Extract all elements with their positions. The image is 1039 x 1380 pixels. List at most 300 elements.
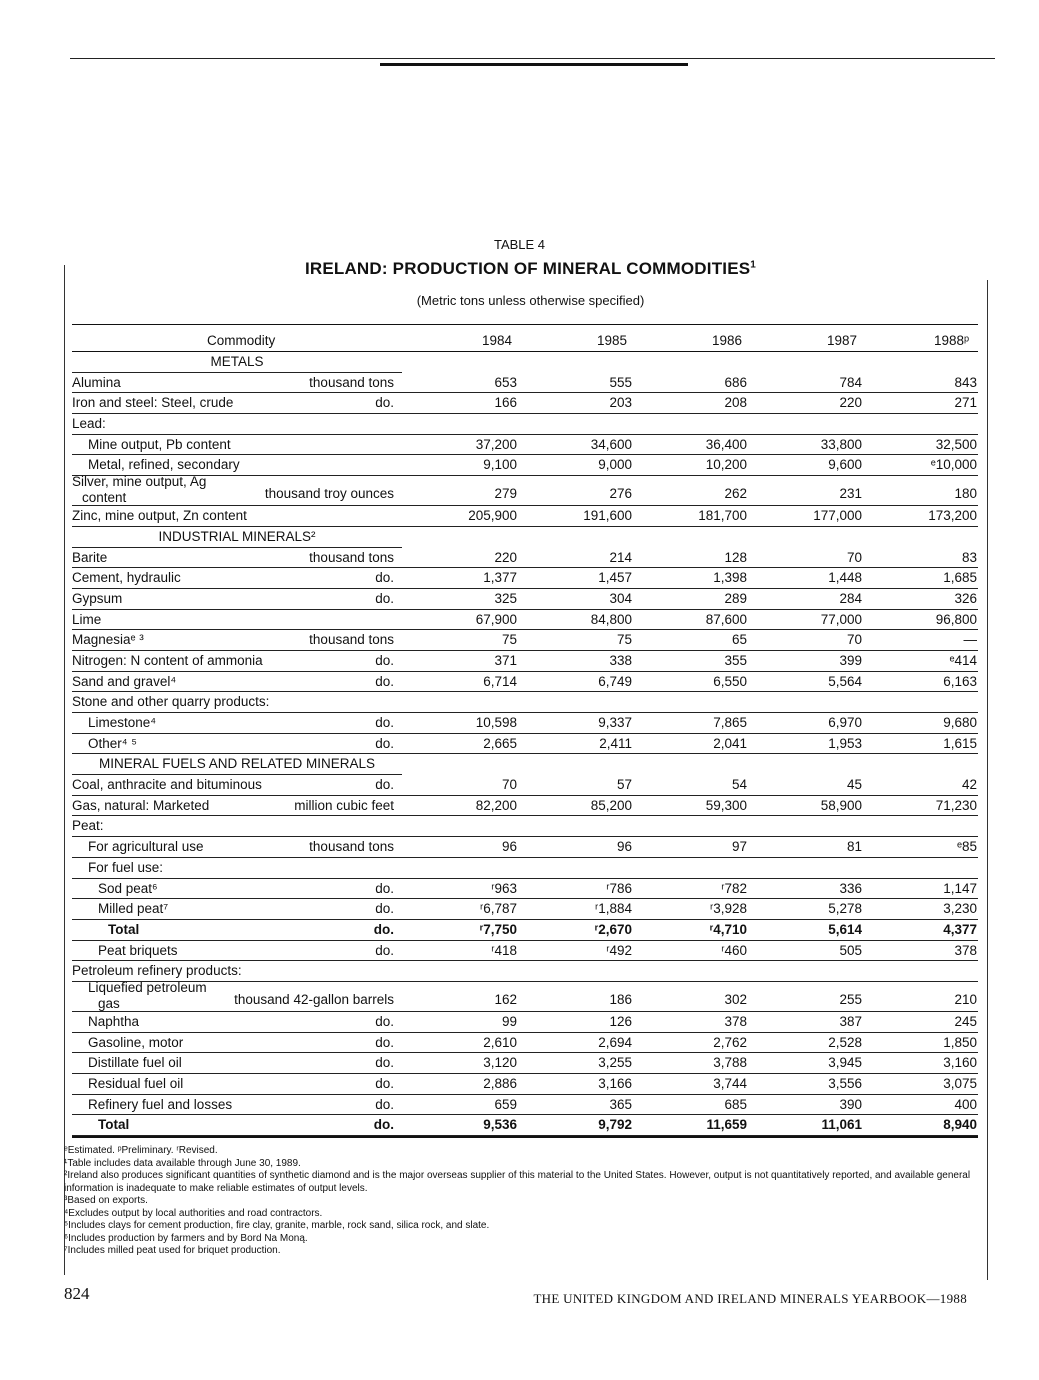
value-cell: 262 [724,486,747,502]
value-cell: 6,749 [598,673,632,689]
value-cell: 36,400 [705,436,747,452]
commodity-label: Distillate fuel oil [88,1055,182,1071]
commodity-cell [72,393,233,414]
section-row [72,352,978,373]
header-commodity: Commodity [207,333,276,348]
commodity-cell [72,961,242,982]
value-cell: 3,556 [828,1076,862,1091]
commodity-label: Iron and steel: Steel, crude [72,395,234,411]
value-cell: 2,886 [483,1076,517,1091]
value-cell: 208 [724,395,747,411]
section-row [72,527,978,548]
value-cell: 71,230 [935,797,977,813]
value-cell: — [963,632,977,648]
table-title-footnote-mark: 1 [750,259,757,271]
value-cell: 685 [724,1096,747,1112]
value-cell: ʳ782 [721,880,747,896]
table-body [72,352,978,1136]
value-cell: 191,600 [583,508,632,524]
commodity-label: Peat briquets [98,942,178,958]
footnote: ²Ireland also produces significant quantities of synthetic diamond and is the major overseas supplier of this material to the United States. However, output is not quantitatively reported, and available general information is inadequate to make reliable estimates of output levels. [64,1170,971,1194]
value-cell: 57 [616,777,632,793]
table-title [0,259,1039,279]
value-cell: 326 [954,590,977,606]
unit-cell: do. [375,1055,394,1071]
value-cell: 97 [731,839,747,855]
commodity-label: Sand and gravel⁴ [72,673,177,689]
value-cell: 82,200 [475,797,517,813]
header-1984: 1984 [482,333,513,348]
unit-cell: do. [375,777,394,793]
commodity-cell [88,1012,139,1033]
value-cell: 6,714 [483,673,517,689]
unit-cell: do. [375,715,394,730]
footnote: ᵉEstimated. ᵖPreliminary. ʳRevised. [64,1145,218,1156]
running-head: THE UNITED KINGDOM AND IRELAND MINERALS YEARBOOK—1988 [533,1291,967,1306]
header-1985: 1985 [597,333,628,348]
header-1987: 1987 [827,333,858,348]
commodity-label: Sod peat⁶ [98,880,158,896]
commodity-cell [72,548,107,569]
value-cell: 505 [839,942,862,958]
commodity-label: Total [98,1117,130,1133]
value-cell: 302 [724,991,747,1007]
unit-cell: do. [375,735,394,751]
footnotes [64,1145,974,1258]
value-cell: 203 [609,395,632,411]
unit-cell: do. [375,1034,394,1050]
value-cell: 181,700 [698,508,747,524]
table-row [72,548,978,569]
value-cell: 10,200 [705,457,747,473]
value-cell: 279 [494,486,517,502]
commodity-label: Cement, hydraulic [72,570,181,586]
value-cell: 186 [609,991,632,1007]
unit-cell: do. [375,590,394,606]
value-cell: 1,953 [828,735,862,751]
value-cell: 1,398 [713,570,747,586]
footnote: ¹Table includes data available through June 30, 1989. [64,1157,301,1169]
value-cell: 338 [609,652,632,668]
value-cell: 6,970 [828,715,862,730]
commodity-cell [72,610,101,631]
value-cell: 2,665 [483,735,517,751]
value-cell: 2,528 [828,1034,862,1050]
value-cell: 843 [954,374,977,390]
value-cell: 5,278 [828,901,862,917]
value-cell: ʳ6,787 [479,901,517,917]
value-cell: ʳ2,670 [594,921,632,937]
value-cell: 65 [731,632,747,648]
table-row [72,393,978,414]
value-cell: 220 [494,549,517,565]
commodity-label: Liquefied petroleum [88,979,207,995]
unit-cell: do. [375,901,394,917]
value-cell: 126 [609,1013,632,1029]
value-cell: 686 [724,374,747,390]
commodity-label: Other⁴ ⁵ [88,735,137,751]
table-row [72,610,978,631]
commodity-label: For agricultural use [88,839,204,855]
unit-cell: do. [375,1013,394,1029]
value-cell: 1,685 [943,570,977,586]
commodity-label: Lead: [72,416,106,432]
value-cell: 6,550 [713,673,747,689]
value-cell: 9,792 [598,1117,632,1133]
commodity-cell [72,775,262,796]
commodity-label: Petroleum refinery products: [72,963,242,979]
table-row [72,651,978,672]
unit-cell: do. [375,942,394,958]
value-cell: 659 [494,1096,517,1112]
commodity-cell [88,1095,232,1116]
value-cell: ʳ7,750 [479,921,517,937]
section-label: MINERAL FUELS AND RELATED MINERALS [98,756,376,772]
table-row [72,979,978,1012]
commodity-cell [72,692,269,713]
table-label: TABLE 4 [493,237,546,252]
value-cell: 2,610 [483,1034,517,1050]
value-cell: 34,600 [590,436,632,452]
value-cell: 96,800 [935,611,977,627]
value-cell: 653 [494,374,517,390]
commodity-label: Lime [72,611,102,627]
commodity-label: Gas, natural: Marketed [72,797,210,813]
table-row [72,734,978,755]
value-cell: 1,448 [828,570,862,586]
value-cell: 336 [839,880,862,896]
value-cell: 75 [616,632,632,648]
commodity-label: Metal, refined, secondary [88,457,240,473]
value-cell: ʳ786 [606,880,632,896]
value-cell: 37,200 [475,436,517,452]
value-cell: 9,000 [598,457,632,473]
unit-cell: do. [375,395,394,411]
commodity-label: Silver, mine output, Ag [72,474,207,490]
value-cell: 1,457 [598,570,632,586]
value-cell: 378 [724,1013,747,1029]
commodity-cell [88,713,156,734]
table-title-text: IRELAND: PRODUCTION OF MINERAL COMMODITIES [304,259,751,278]
value-cell: 371 [494,652,517,668]
value-cell: 70 [501,777,517,793]
value-cell: 11,659 [706,1117,747,1133]
value-cell: 1,850 [943,1034,977,1050]
value-cell: 33,800 [820,436,862,452]
value-cell: 54 [731,777,747,793]
value-cell: 10,598 [475,715,517,730]
value-cell: 3,160 [943,1055,977,1071]
commodity-label: Limestone⁴ [88,715,157,730]
value-cell: 5,564 [828,673,862,689]
value-cell: ʳ460 [721,942,747,958]
unit-cell: thousand 42-gallon barrels [234,991,394,1007]
commodity-label: Coal, anthracite and bituminous [72,777,262,793]
commodity-cell [72,672,176,693]
value-cell: 271 [954,395,977,411]
value-cell: 399 [839,652,862,668]
value-cell: 162 [494,991,517,1007]
value-cell: ʳ963 [491,880,517,896]
value-cell: 3,945 [828,1055,862,1071]
table-row [72,879,978,900]
value-cell: 177,000 [813,508,862,524]
table-row [72,899,978,920]
unit-cell: do. [373,921,394,937]
table-row [72,816,978,837]
table-row [72,373,978,394]
value-cell: 8,940 [943,1117,977,1133]
unit-cell: thousand troy ounces [264,486,394,502]
value-cell: 9,100 [483,457,517,473]
value-cell: ʳ492 [606,942,632,958]
commodity-label: Milled peat⁷ [98,901,169,917]
value-cell: 1,147 [943,880,977,896]
unit-cell: do. [375,1076,394,1091]
commodity-cell [72,568,181,589]
value-cell: 58,900 [820,797,862,813]
value-cell: 67,900 [475,611,517,627]
value-cell: 325 [494,590,517,606]
footnote: ⁷Includes milled peat used for briquet production. [64,1245,281,1256]
page-number: 824 [64,1284,90,1303]
value-cell: 205,900 [468,508,517,524]
value-cell: ᵉ10,000 [930,457,977,473]
table-row [72,796,978,817]
unit-cell: million cubic feet [294,797,394,813]
unit-cell: do. [375,880,394,896]
value-cell: 9,600 [828,457,862,473]
section-row [72,754,978,775]
value-cell: 284 [839,590,862,606]
value-cell: 84,800 [590,611,632,627]
unit-cell: do. [375,1096,394,1112]
value-cell: 11,061 [821,1117,862,1133]
value-cell: 42 [961,777,977,793]
value-cell: 96 [616,839,632,855]
commodity-cell [108,920,139,941]
commodity-cell [72,506,247,527]
value-cell: 173,200 [928,508,977,524]
unit-cell: do. [373,1117,394,1133]
value-cell: 555 [609,374,632,390]
value-cell: 387 [839,1013,862,1029]
commodity-label: Gypsum [72,590,123,606]
table-row [72,1033,978,1054]
commodity-cell [88,435,231,456]
commodity-label: Peat: [72,818,104,834]
value-cell: 75 [501,632,517,648]
value-cell: 96 [501,839,517,855]
value-cell: 400 [954,1096,977,1112]
value-cell: 378 [954,942,977,958]
commodity-cell [88,1053,182,1074]
commodity-label: Nitrogen: N content of ammonia [72,652,263,668]
table-row [72,1012,978,1033]
commodity-cell [72,796,209,817]
value-cell: 3,166 [598,1076,632,1091]
table-row [72,1095,978,1116]
footnote: ⁵Includes clays for cement production, fire clay, granite, marble, rock sand, silica rock, and slate. [64,1220,490,1231]
value-cell: ʳ3,928 [709,901,747,917]
table-row [72,941,978,962]
table-row [72,1074,978,1095]
top-rule [70,58,995,59]
footnote: ⁴Excludes output by local authorities and road contractors. [64,1207,323,1219]
value-cell: 390 [839,1096,862,1112]
value-cell: 2,041 [713,735,747,751]
table-row [72,476,978,506]
table-row [72,589,978,610]
header-1986: 1986 [712,333,743,348]
table-row [72,630,978,651]
commodity-cell [72,414,106,435]
value-cell: 70 [846,549,862,565]
unit-cell: thousand tons [309,549,394,565]
left-margin-rule [64,265,65,1275]
value-cell: 1,377 [483,570,517,586]
production-table [72,324,978,1138]
right-margin-rule [987,280,988,1280]
unit-cell: thousand tons [309,374,394,390]
commodity-label: Residual fuel oil [88,1076,184,1091]
commodity-label: Mine output, Pb content [88,436,231,452]
commodity-label: Stone and other quarry products: [72,694,270,710]
value-cell: 784 [839,374,862,390]
table-row [72,775,978,796]
value-cell: 9,680 [943,715,977,730]
value-cell: 128 [724,549,747,565]
unit-cell: thousand tons [309,839,394,855]
table-subtitle: (Metric tons unless otherwise specified) [416,293,645,308]
value-cell: 3,788 [713,1055,747,1071]
commodity-label-continued: gas [98,995,120,1011]
commodity-label: Refinery fuel and losses [88,1096,233,1112]
value-cell: 7,865 [713,715,747,730]
value-cell: 180 [954,486,977,502]
header-1988: 1988ᵖ [934,333,970,348]
commodity-cell [98,899,168,920]
value-cell: 1,615 [943,735,977,751]
value-cell: 365 [609,1096,632,1112]
value-cell: 5,614 [828,921,862,937]
value-cell: 2,694 [598,1034,632,1050]
value-cell: 81 [846,839,862,855]
commodity-label: Total [108,921,140,937]
table-header [72,325,978,352]
value-cell: 9,337 [598,715,632,730]
commodity-cell [88,1033,183,1054]
value-cell: 32,500 [935,436,977,452]
commodity-cell [72,630,144,651]
value-cell: 85,200 [590,797,632,813]
commodity-cell [72,474,206,506]
commodity-label: Magnesiaᵉ ³ [72,632,144,648]
commodity-label: For fuel use: [88,859,164,875]
value-cell: 304 [609,590,632,606]
table-row [72,414,978,435]
section-label: INDUSTRIAL MINERALS² [158,528,316,544]
commodity-label: Naphtha [88,1013,140,1029]
value-cell: ᵉ85 [956,839,977,855]
table-row [72,920,978,941]
value-cell: 9,536 [483,1117,517,1133]
value-cell: 3,120 [483,1055,517,1071]
value-cell: 4,377 [943,921,977,937]
value-cell: 2,762 [713,1034,747,1050]
value-cell: 2,411 [599,735,632,751]
value-cell: 6,163 [943,673,977,689]
table-row [72,672,978,693]
value-cell: 214 [609,549,632,565]
commodity-cell [88,734,137,755]
footnote: ⁶Includes production by farmers and by Bord Na Moną. [64,1232,308,1244]
value-cell: 87,600 [705,611,747,627]
value-cell: ʳ418 [491,942,517,958]
value-cell: ʳ1,884 [594,901,632,917]
value-cell: 276 [609,486,632,502]
top-rule-accent [380,63,688,66]
value-cell: 289 [724,590,747,606]
value-cell: 166 [494,395,517,411]
unit-cell: do. [375,570,394,586]
value-cell: 210 [954,991,977,1007]
table-row [72,568,978,589]
commodity-cell [72,816,104,837]
value-cell: 77,000 [820,611,862,627]
table-bottom-rule [72,1136,978,1138]
value-cell: 99 [501,1013,517,1029]
commodity-cell [88,858,163,879]
commodity-label-continued: content [82,490,127,506]
value-cell: 255 [839,991,862,1007]
commodity-cell [72,373,121,394]
commodity-cell [98,941,178,962]
table-row [72,858,978,879]
value-cell: 3,255 [598,1055,632,1071]
table-row [72,506,978,527]
commodity-label: Alumina [72,374,121,390]
footnote: ³Based on exports. [64,1195,148,1206]
value-cell: 83 [961,549,977,565]
value-cell: 3,744 [713,1076,747,1091]
value-cell: 70 [846,632,862,648]
table-row [72,961,978,982]
table-row [72,713,978,734]
value-cell: 231 [839,486,862,502]
commodity-cell [72,589,122,610]
value-cell: 3,230 [943,901,977,917]
table-row [72,837,978,858]
section-label: METALS [210,354,264,369]
table-row [72,435,978,456]
commodity-cell [98,879,158,900]
value-cell: 3,075 [943,1076,977,1091]
table-row [72,1115,978,1136]
unit-cell: do. [375,673,394,689]
table-row [72,692,978,713]
commodity-cell [88,980,207,1012]
value-cell: 59,300 [705,797,747,813]
commodity-cell [88,455,240,476]
value-cell: 355 [724,652,747,668]
commodity-cell [98,1115,129,1136]
table-row [72,1053,978,1074]
commodity-cell [88,837,204,858]
unit-cell: thousand tons [309,632,394,648]
commodity-label: Barite [72,549,108,565]
commodity-label: Zinc, mine output, Zn content [72,508,247,524]
